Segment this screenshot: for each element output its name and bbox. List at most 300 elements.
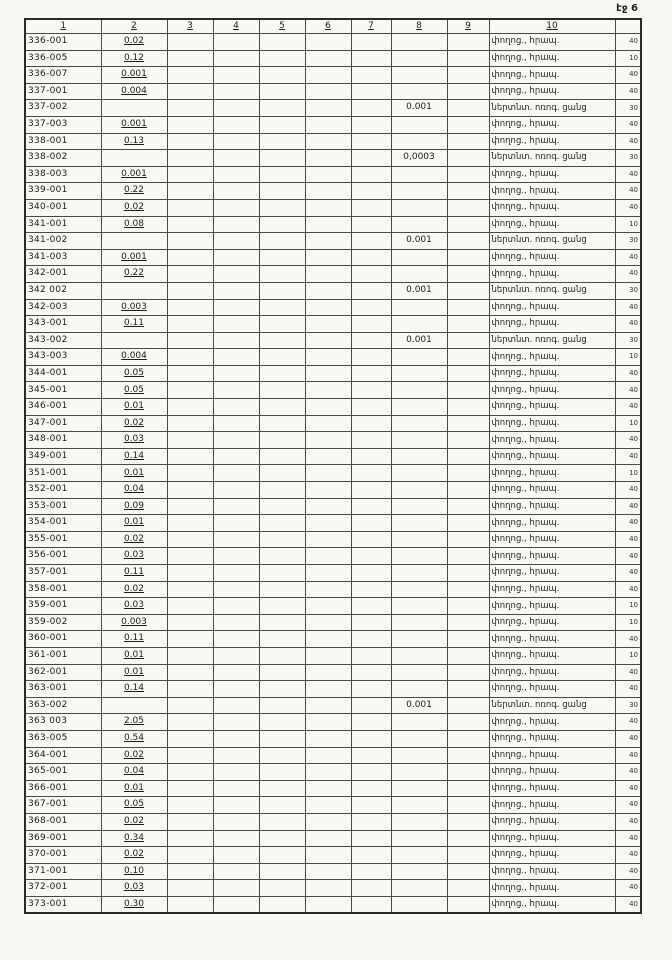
table-cell <box>447 266 489 283</box>
table-cell <box>213 647 259 664</box>
table-cell <box>305 697 351 714</box>
table-row <box>25 465 641 482</box>
table-cell: 342 002 <box>25 282 101 299</box>
table-cell <box>213 764 259 781</box>
table-cell: 0.03 <box>101 598 167 615</box>
table-row <box>25 714 641 731</box>
table-cell: 40 <box>615 830 641 847</box>
table-cell <box>259 548 305 565</box>
land-parcel-table <box>24 18 642 914</box>
table-row <box>25 531 641 548</box>
table-cell <box>167 681 213 698</box>
table-cell <box>351 332 391 349</box>
table-cell <box>259 581 305 598</box>
column-header: 8 <box>391 19 447 34</box>
table-cell: 357-001 <box>25 565 101 582</box>
table-cell: 40 <box>615 133 641 150</box>
table-cell <box>447 847 489 864</box>
table-cell: փողոց., հրապ. <box>489 880 615 897</box>
table-cell: 40 <box>615 199 641 216</box>
table-cell <box>351 813 391 830</box>
table-cell: 2.05 <box>101 714 167 731</box>
table-cell: 361-001 <box>25 647 101 664</box>
table-cell <box>305 498 351 515</box>
table-cell <box>167 100 213 117</box>
table-cell <box>167 780 213 797</box>
table-cell <box>213 166 259 183</box>
table-cell: 373-001 <box>25 896 101 913</box>
table-cell <box>305 282 351 299</box>
table-cell <box>259 647 305 664</box>
table-cell <box>213 896 259 913</box>
table-cell: 0.05 <box>101 365 167 382</box>
table-row <box>25 896 641 913</box>
table-cell <box>351 266 391 283</box>
table-cell <box>305 299 351 316</box>
table-cell <box>213 382 259 399</box>
table-cell <box>447 399 489 416</box>
table-cell: փողոց., հրապ. <box>489 764 615 781</box>
table-cell: 0.05 <box>101 797 167 814</box>
table-cell: փողոց., հրապ. <box>489 349 615 366</box>
table-cell: փողոց., հրապ. <box>489 647 615 664</box>
table-cell: 10 <box>615 50 641 67</box>
table-cell: 0.02 <box>101 813 167 830</box>
table-cell <box>305 332 351 349</box>
table-cell <box>391 133 447 150</box>
table-row <box>25 183 641 200</box>
table-cell <box>167 565 213 582</box>
table-cell <box>259 349 305 366</box>
table-cell: փողոց., հրապ. <box>489 581 615 598</box>
table-cell <box>391 813 447 830</box>
table-row <box>25 133 641 150</box>
table-cell: 365-001 <box>25 764 101 781</box>
table-cell: 40 <box>615 896 641 913</box>
table-cell <box>167 266 213 283</box>
table-row <box>25 747 641 764</box>
table-cell <box>447 664 489 681</box>
table-cell <box>351 697 391 714</box>
table-cell <box>391 681 447 698</box>
table-cell <box>259 531 305 548</box>
table-cell: 0.54 <box>101 730 167 747</box>
table-cell <box>213 664 259 681</box>
table-cell: ներտնտ. ոռոգ. ցանց <box>489 233 615 250</box>
table-row <box>25 50 641 67</box>
table-cell <box>351 83 391 100</box>
table-cell <box>305 465 351 482</box>
table-cell <box>305 100 351 117</box>
table-cell <box>447 681 489 698</box>
table-cell <box>213 299 259 316</box>
table-cell <box>447 432 489 449</box>
table-row <box>25 764 641 781</box>
table-cell <box>167 880 213 897</box>
table-cell <box>351 133 391 150</box>
table-cell <box>447 764 489 781</box>
table-cell <box>213 498 259 515</box>
table-cell <box>259 415 305 432</box>
table-cell <box>213 365 259 382</box>
table-cell <box>259 282 305 299</box>
table-cell <box>351 183 391 200</box>
table-cell <box>259 565 305 582</box>
table-cell <box>351 482 391 499</box>
table-row <box>25 100 641 117</box>
table-row <box>25 299 641 316</box>
table-cell <box>213 432 259 449</box>
table-cell: 40 <box>615 565 641 582</box>
table-row <box>25 548 641 565</box>
table-row <box>25 365 641 382</box>
table-cell <box>447 50 489 67</box>
table-cell <box>447 133 489 150</box>
table-cell: 336-001 <box>25 34 101 51</box>
table-cell <box>305 116 351 133</box>
table-cell <box>305 847 351 864</box>
table-cell <box>447 598 489 615</box>
table-cell: 0.02 <box>101 581 167 598</box>
table-cell <box>213 349 259 366</box>
table-cell <box>351 896 391 913</box>
table-cell <box>213 448 259 465</box>
table-cell: 0.04 <box>101 764 167 781</box>
table-cell: 0.02 <box>101 847 167 864</box>
table-cell: փողոց., հրապ. <box>489 183 615 200</box>
table-cell <box>259 216 305 233</box>
table-cell: 40 <box>615 730 641 747</box>
table-cell: 40 <box>615 365 641 382</box>
table-cell <box>351 730 391 747</box>
table-cell <box>259 863 305 880</box>
table-cell <box>213 332 259 349</box>
table-cell <box>391 498 447 515</box>
table-cell <box>391 249 447 266</box>
table-cell <box>447 116 489 133</box>
table-cell <box>447 415 489 432</box>
table-cell: 40 <box>615 797 641 814</box>
table-cell <box>305 548 351 565</box>
table-cell: 0.004 <box>101 83 167 100</box>
table-row <box>25 797 641 814</box>
table-cell: փողոց., հրապ. <box>489 249 615 266</box>
table-cell <box>391 830 447 847</box>
table-cell <box>213 34 259 51</box>
table-cell: 0.03 <box>101 432 167 449</box>
table-cell <box>213 598 259 615</box>
column-header: 5 <box>259 19 305 34</box>
table-cell: 0.003 <box>101 614 167 631</box>
table-row <box>25 332 641 349</box>
table-cell <box>351 349 391 366</box>
table-cell <box>167 299 213 316</box>
table-cell <box>391 515 447 532</box>
table-cell <box>447 282 489 299</box>
table-cell <box>259 515 305 532</box>
table-cell: 0.09 <box>101 498 167 515</box>
table-cell <box>167 316 213 333</box>
table-cell <box>351 565 391 582</box>
table-cell <box>391 299 447 316</box>
table-cell: 40 <box>615 548 641 565</box>
table-cell <box>447 448 489 465</box>
table-cell: 0.34 <box>101 830 167 847</box>
table-cell: 0.10 <box>101 863 167 880</box>
table-cell: 349-001 <box>25 448 101 465</box>
table-row <box>25 233 641 250</box>
table-cell: 368-001 <box>25 813 101 830</box>
table-cell: 40 <box>615 116 641 133</box>
table-cell <box>351 34 391 51</box>
table-cell: 0.03 <box>101 880 167 897</box>
table-cell <box>447 465 489 482</box>
table-row <box>25 847 641 864</box>
table-cell <box>391 183 447 200</box>
table-cell <box>447 780 489 797</box>
table-cell: 40 <box>615 780 641 797</box>
table-cell: 353-001 <box>25 498 101 515</box>
table-row <box>25 598 641 615</box>
table-cell <box>305 581 351 598</box>
table-cell <box>447 482 489 499</box>
table-cell: 0.01 <box>101 664 167 681</box>
table-cell <box>351 515 391 532</box>
table-cell <box>259 299 305 316</box>
table-cell <box>213 482 259 499</box>
table-cell <box>391 349 447 366</box>
table-cell <box>167 598 213 615</box>
table-cell <box>305 482 351 499</box>
table-cell: 0.001 <box>101 166 167 183</box>
table-cell <box>305 399 351 416</box>
table-cell <box>213 100 259 117</box>
table-cell: փողոց., հրապ. <box>489 299 615 316</box>
table-cell <box>167 548 213 565</box>
table-row <box>25 730 641 747</box>
table-cell: փողոց., հրապ. <box>489 67 615 84</box>
table-cell: փողոց., հրապ. <box>489 797 615 814</box>
table-cell <box>305 880 351 897</box>
table-cell <box>305 183 351 200</box>
table-cell <box>167 50 213 67</box>
table-cell <box>167 399 213 416</box>
table-cell <box>101 697 167 714</box>
table-cell: 0.02 <box>101 199 167 216</box>
table-cell: 0.08 <box>101 216 167 233</box>
table-cell <box>213 67 259 84</box>
table-cell <box>167 863 213 880</box>
table-cell <box>351 780 391 797</box>
table-cell <box>305 797 351 814</box>
table-cell <box>213 631 259 648</box>
table-cell: 0.30 <box>101 896 167 913</box>
table-cell <box>213 465 259 482</box>
table-cell: 10 <box>615 647 641 664</box>
column-header: 7 <box>351 19 391 34</box>
table-cell: 336-005 <box>25 50 101 67</box>
table-cell <box>305 515 351 532</box>
table-cell: 337-002 <box>25 100 101 117</box>
table-cell: 40 <box>615 448 641 465</box>
table-cell <box>447 647 489 664</box>
table-cell <box>391 465 447 482</box>
table-cell: 341-003 <box>25 249 101 266</box>
table-cell <box>447 714 489 731</box>
table-cell <box>213 730 259 747</box>
table-cell <box>213 515 259 532</box>
table-cell <box>305 664 351 681</box>
table-cell <box>391 83 447 100</box>
table-cell <box>391 34 447 51</box>
table-cell <box>391 614 447 631</box>
table-cell <box>391 714 447 731</box>
table-cell: 363-005 <box>25 730 101 747</box>
table-cell <box>213 714 259 731</box>
table-cell <box>391 432 447 449</box>
table-cell <box>351 681 391 698</box>
table-cell: 358-001 <box>25 581 101 598</box>
column-header: 9 <box>447 19 489 34</box>
table-cell <box>213 183 259 200</box>
table-cell <box>447 548 489 565</box>
table-cell <box>213 249 259 266</box>
table-cell <box>167 166 213 183</box>
table-cell: 40 <box>615 34 641 51</box>
table-cell <box>447 100 489 117</box>
table-cell <box>213 830 259 847</box>
table-cell: 354-001 <box>25 515 101 532</box>
table-cell <box>259 482 305 499</box>
table-row <box>25 880 641 897</box>
table-cell <box>259 730 305 747</box>
table-cell: փողոց., հրապ. <box>489 747 615 764</box>
table-cell <box>391 365 447 382</box>
table-cell: 0.01 <box>101 780 167 797</box>
table-cell: փողոց., հրապ. <box>489 399 615 416</box>
table-cell <box>167 896 213 913</box>
table-cell: 337-003 <box>25 116 101 133</box>
table-header-row <box>25 19 641 34</box>
table-cell <box>391 780 447 797</box>
table-cell: 30 <box>615 150 641 167</box>
table-cell <box>259 780 305 797</box>
table-row <box>25 316 641 333</box>
table-cell <box>391 747 447 764</box>
table-cell: 352-001 <box>25 482 101 499</box>
table-cell <box>167 116 213 133</box>
table-cell: 348-001 <box>25 432 101 449</box>
table-cell: փողոց., հրապ. <box>489 199 615 216</box>
table-row <box>25 34 641 51</box>
table-cell: փողոց., հրապ. <box>489 266 615 283</box>
table-cell <box>351 614 391 631</box>
table-cell <box>259 598 305 615</box>
table-cell: 30 <box>615 332 641 349</box>
table-cell: 0.001 <box>101 116 167 133</box>
table-cell: 0.003 <box>101 299 167 316</box>
table-cell: 40 <box>615 747 641 764</box>
table-cell: ներտնտ. ոռոգ. ցանց <box>489 697 615 714</box>
table-cell <box>305 647 351 664</box>
table-cell <box>305 67 351 84</box>
table-cell <box>447 498 489 515</box>
table-cell: 338-001 <box>25 133 101 150</box>
table-cell <box>447 581 489 598</box>
table-cell <box>305 813 351 830</box>
table-cell <box>259 316 305 333</box>
table-cell: 342-003 <box>25 299 101 316</box>
table-cell <box>259 847 305 864</box>
table-row <box>25 780 641 797</box>
table-cell: փողոց., հրապ. <box>489 614 615 631</box>
table-cell <box>167 249 213 266</box>
table-cell <box>213 282 259 299</box>
table-cell: 343-002 <box>25 332 101 349</box>
table-cell: 0.02 <box>101 747 167 764</box>
table-cell <box>213 565 259 582</box>
table-cell: ներտնտ. ոռոգ. ցանց <box>489 332 615 349</box>
table-cell: փողոց., հրապ. <box>489 465 615 482</box>
table-cell <box>351 233 391 250</box>
table-cell <box>447 365 489 382</box>
table-cell <box>213 531 259 548</box>
table-cell <box>447 830 489 847</box>
table-cell: 0.01 <box>101 465 167 482</box>
table-cell: 40 <box>615 399 641 416</box>
table-cell: 40 <box>615 166 641 183</box>
table-cell: 0.001 <box>391 282 447 299</box>
table-cell: 40 <box>615 863 641 880</box>
table-cell: 10 <box>615 349 641 366</box>
table-cell: 344-001 <box>25 365 101 382</box>
table-cell: փողոց., հրապ. <box>489 813 615 830</box>
table-cell <box>213 83 259 100</box>
table-cell <box>351 830 391 847</box>
table-cell <box>167 797 213 814</box>
table-cell <box>213 133 259 150</box>
table-cell: 0.14 <box>101 681 167 698</box>
table-cell <box>305 448 351 465</box>
table-cell: 345-001 <box>25 382 101 399</box>
table-cell: ներտնտ. ոռոգ. ցանց <box>489 100 615 117</box>
table-cell: 40 <box>615 432 641 449</box>
table-cell <box>351 199 391 216</box>
table-cell: 40 <box>615 664 641 681</box>
table-cell: փողոց., հրապ. <box>489 166 615 183</box>
table-cell: 40 <box>615 714 641 731</box>
table-row <box>25 614 641 631</box>
table-cell <box>259 199 305 216</box>
table-cell <box>305 50 351 67</box>
table-cell: 40 <box>615 880 641 897</box>
table-cell <box>391 50 447 67</box>
table-cell: 341-001 <box>25 216 101 233</box>
table-cell <box>101 332 167 349</box>
page-number-label: էջ 6 <box>616 3 638 14</box>
table-row <box>25 83 641 100</box>
table-cell: փողոց., հրապ. <box>489 830 615 847</box>
table-cell <box>351 150 391 167</box>
table-cell <box>391 863 447 880</box>
table-cell <box>447 166 489 183</box>
table-cell <box>447 631 489 648</box>
table-cell <box>305 714 351 731</box>
table-cell: փողոց., հրապ. <box>489 482 615 499</box>
table-cell <box>351 448 391 465</box>
table-cell: 0.01 <box>101 515 167 532</box>
table-cell: փողոց., հրապ. <box>489 415 615 432</box>
